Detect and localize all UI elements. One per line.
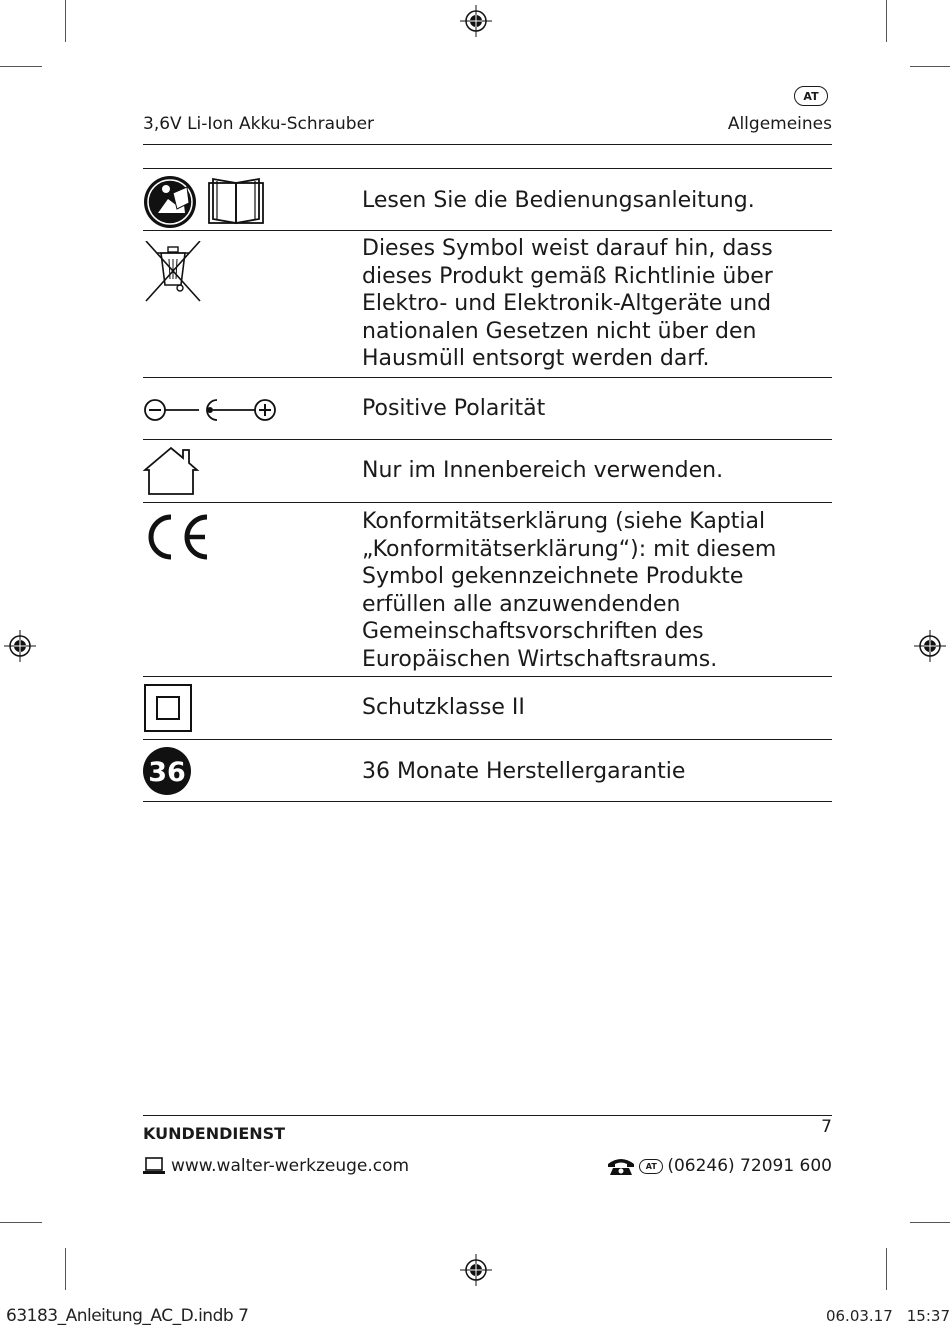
registration-mark-icon <box>4 630 36 662</box>
registration-mark-icon <box>460 1254 492 1286</box>
description-line: Elektro- und Elektronik-Altgeräte und <box>362 291 772 317</box>
description-line: Hausmüll entsorgt werden darf. <box>362 346 710 372</box>
description-line: nationalen Gesetzen nicht über den <box>362 318 757 344</box>
symbol-description <box>362 231 832 377</box>
symbol-description: Schutzklasse II <box>362 695 525 720</box>
symbol-row <box>143 503 832 677</box>
registration-mark-icon <box>914 630 946 662</box>
service-heading: KUNDENDIENST <box>143 1124 286 1143</box>
description-line: Europäischen Wirtschaftsraums. <box>362 646 718 672</box>
hotline <box>607 1156 832 1176</box>
crop-mark <box>65 0 66 42</box>
print-time: 15:37 <box>906 1307 950 1325</box>
description-line: Symbol gekennzeichnete Produkte <box>362 564 744 590</box>
symbol-description <box>362 503 832 676</box>
print-slug-timestamp <box>826 1307 950 1325</box>
symbol-row <box>143 231 832 378</box>
print-slug-file: 63183_Anleitung_AC_D.indb 7 <box>6 1306 249 1326</box>
symbol-row <box>143 740 832 802</box>
ce-mark-icon <box>143 503 362 676</box>
description-line: Gemeinschaftsvorschriften des <box>362 619 704 645</box>
crop-mark <box>0 1222 42 1223</box>
symbol-description: Positive Polarität <box>362 396 546 421</box>
house-icon <box>143 440 362 502</box>
crop-mark <box>886 1248 887 1290</box>
section-title: Allgemeines <box>727 114 832 134</box>
crop-mark <box>65 1248 66 1290</box>
symbol-row <box>143 378 832 440</box>
description-line: Konformitätserklärung (siehe Kaptial <box>362 509 766 534</box>
crop-mark <box>910 66 950 67</box>
read-manual-icon <box>143 169 362 230</box>
website <box>143 1156 409 1176</box>
crossed-bin-icon <box>143 231 362 377</box>
page-number: 7 <box>821 1117 832 1137</box>
description-line: erfüllen alle anzuwendenden <box>362 591 681 617</box>
polarity-icon <box>143 378 362 439</box>
crop-mark <box>910 1222 950 1223</box>
website-url[interactable]: www.walter-werkzeuge.com <box>171 1156 410 1176</box>
crop-mark <box>886 0 887 42</box>
description-line: „Konformitätserklärung“): mit diesem <box>362 536 777 562</box>
country-badge: AT <box>639 1159 663 1174</box>
symbol-row <box>143 440 832 503</box>
laptop-icon <box>143 1157 165 1175</box>
warranty-badge-number: 36 <box>148 757 186 788</box>
registration-mark-icon <box>460 5 492 37</box>
symbol-description: Nur im Innenbereich verwenden. <box>362 458 724 483</box>
product-title: 3,6V Li-Ion Akku-Schrauber <box>143 114 375 134</box>
symbol-row <box>143 677 832 740</box>
protection-class-ii-icon <box>143 677 362 739</box>
description-line: dieses Produkt gemäß Richtlinie über <box>362 263 773 289</box>
footer-divider <box>143 1115 832 1116</box>
symbol-description: 36 Monate Herstellergarantie <box>362 759 686 784</box>
symbol-table <box>143 168 832 802</box>
telephone-icon <box>607 1156 635 1176</box>
symbol-row <box>143 169 832 231</box>
description-line: Dieses Symbol weist darauf hin, dass <box>362 236 773 261</box>
warranty-36-icon <box>143 740 362 801</box>
header-divider <box>143 144 832 145</box>
country-badge: AT <box>794 86 828 106</box>
crop-mark <box>0 66 42 67</box>
print-date: 06.03.17 <box>825 1307 893 1325</box>
symbol-description: Lesen Sie die Bedienungsanleitung. <box>362 188 755 213</box>
phone-number[interactable]: (06246) 72091 600 <box>667 1156 832 1176</box>
